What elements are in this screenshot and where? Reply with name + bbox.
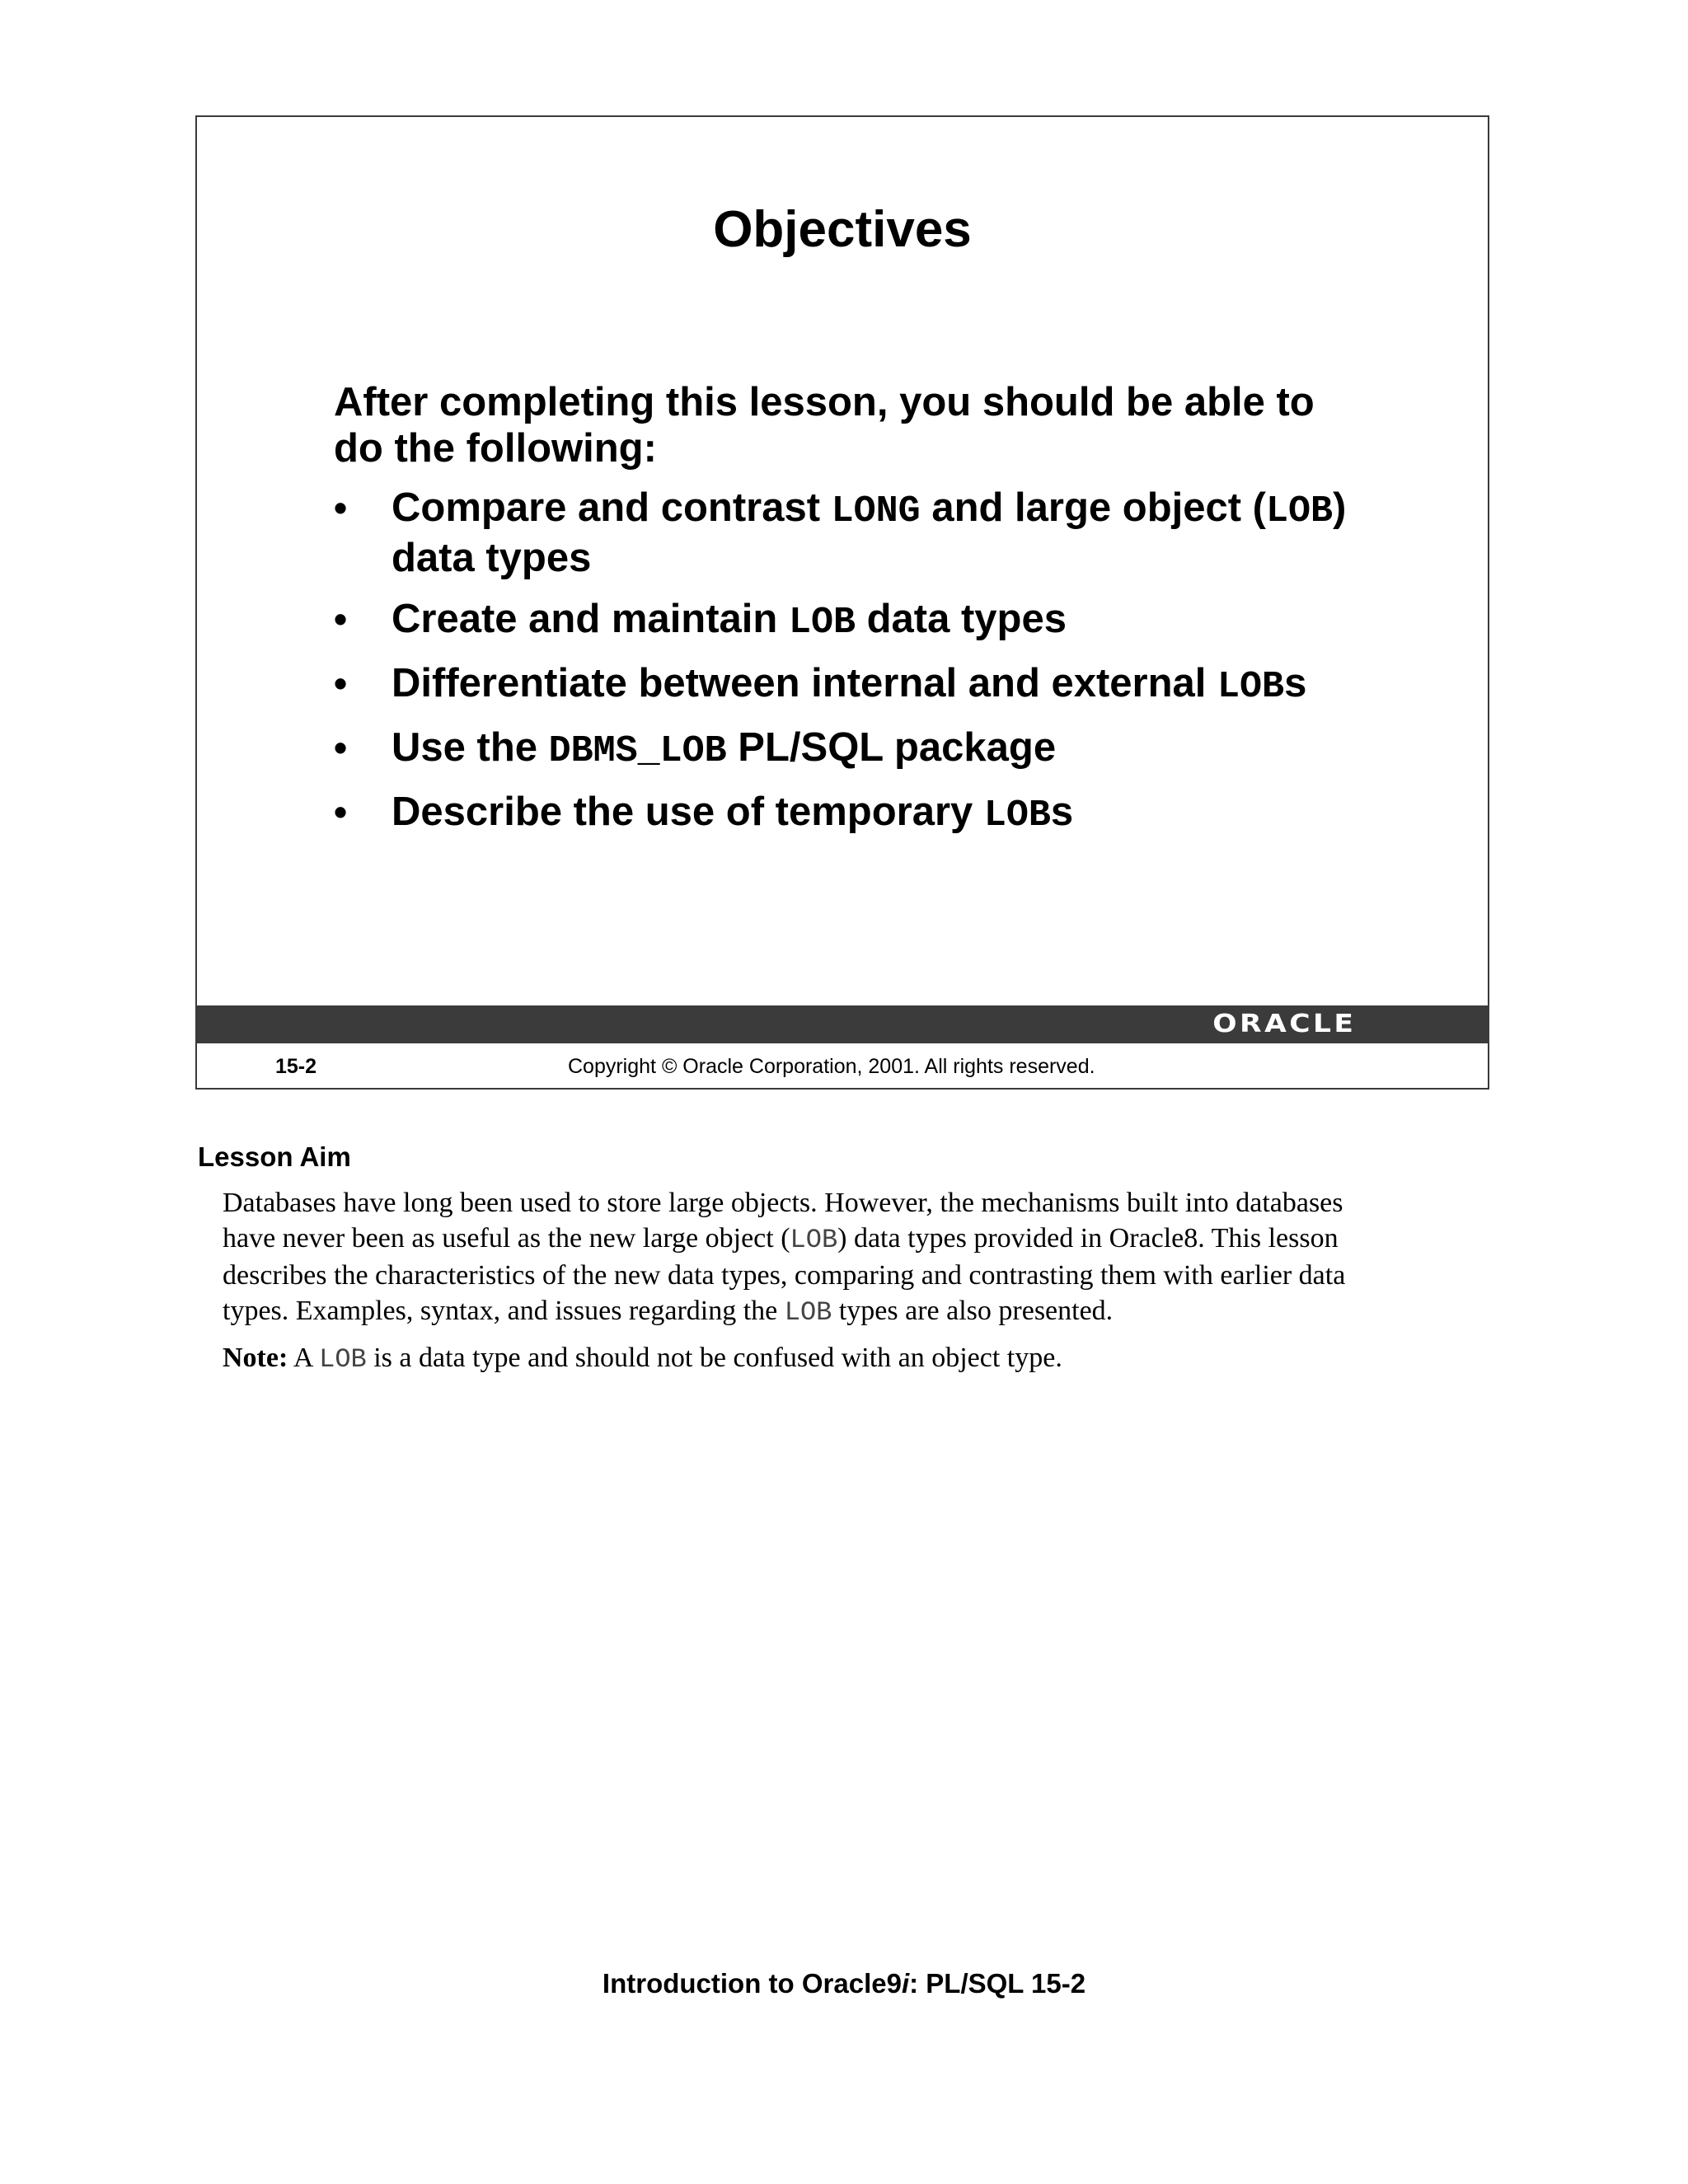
note-text: is a data type and should not be confused with an object type. bbox=[366, 1343, 1062, 1373]
lesson-aim-body bbox=[223, 1185, 1459, 1330]
lesson-aim-heading: Lesson Aim bbox=[198, 1141, 351, 1172]
code-term: LOB bbox=[1217, 666, 1285, 708]
objectives-list bbox=[334, 485, 1405, 853]
objective-text: s bbox=[1284, 661, 1307, 705]
objective-text: data types bbox=[392, 536, 592, 580]
code-term: LOB bbox=[1266, 490, 1334, 532]
objective-text: and large object ( bbox=[920, 485, 1267, 530]
body-line: ) data types provided in Oracle8. This lesson bbox=[837, 1223, 1339, 1254]
objective-text: Differentiate between internal and external bbox=[392, 661, 1218, 705]
code-term: LOB bbox=[790, 1225, 838, 1255]
slide-frame bbox=[195, 115, 1489, 1090]
bullet-icon: • bbox=[334, 662, 348, 705]
code-term: LONG bbox=[831, 490, 921, 532]
page-footer bbox=[0, 1968, 1688, 1999]
bullet-icon: • bbox=[334, 598, 348, 640]
objective-item bbox=[334, 724, 1405, 775]
bullet-icon: • bbox=[334, 486, 348, 529]
objective-text: s bbox=[1050, 790, 1074, 834]
footer-text: : PL/SQL 15-2 bbox=[909, 1968, 1086, 1999]
body-line: types are also presented. bbox=[832, 1296, 1114, 1326]
objective-text: Compare and contrast bbox=[392, 485, 832, 530]
objective-item bbox=[334, 485, 1405, 582]
bullet-icon: • bbox=[334, 790, 348, 833]
footer-text: Introduction to Oracle9 bbox=[602, 1968, 902, 1999]
objective-text: data types bbox=[855, 597, 1067, 641]
slide-number: 15-2 bbox=[275, 1055, 317, 1078]
objective-item bbox=[334, 660, 1405, 710]
copyright-notice: Copyright © Oracle Corporation, 2001. All rights reserved. bbox=[568, 1055, 1095, 1078]
objective-item bbox=[334, 596, 1405, 646]
slide-footer bbox=[197, 1043, 1488, 1090]
objective-item bbox=[334, 789, 1405, 839]
code-term: LOB bbox=[319, 1344, 367, 1375]
note-paragraph bbox=[223, 1340, 1459, 1377]
slide-footer-bar bbox=[197, 1005, 1488, 1043]
body-line: types. Examples, syntax, and issues regarding the bbox=[223, 1296, 785, 1326]
objective-text: PL/SQL package bbox=[726, 725, 1057, 770]
code-term: LOB bbox=[784, 1297, 832, 1328]
bullet-icon: • bbox=[334, 726, 348, 769]
slide-title: Objectives bbox=[713, 201, 972, 258]
objective-text: Describe the use of temporary bbox=[392, 790, 984, 834]
objective-text: ) bbox=[1333, 485, 1347, 530]
code-term: LOB bbox=[983, 794, 1051, 837]
body-line: Databases have long been used to store large objects. However, the mechanisms built into databases bbox=[223, 1188, 1343, 1218]
body-line: describes the characteristics of the new data types, comparing and contrasting them with earlier data bbox=[223, 1260, 1346, 1291]
footer-italic: i bbox=[901, 1968, 910, 1999]
body-line: have never been as useful as the new large object ( bbox=[223, 1223, 790, 1254]
intro-line-1: After completing this lesson, you should be able to bbox=[334, 380, 1315, 424]
oracle-logo: ORACLE bbox=[1212, 1010, 1356, 1038]
note-text: A bbox=[288, 1343, 320, 1373]
intro-line-2: do the following: bbox=[334, 426, 657, 471]
slide-intro bbox=[334, 379, 1372, 471]
code-term: DBMS_LOB bbox=[548, 730, 727, 772]
note-label: Note: bbox=[223, 1343, 288, 1373]
objective-text: Use the bbox=[392, 725, 549, 770]
objective-text: Create and maintain bbox=[392, 597, 789, 641]
code-term: LOB bbox=[788, 602, 856, 644]
